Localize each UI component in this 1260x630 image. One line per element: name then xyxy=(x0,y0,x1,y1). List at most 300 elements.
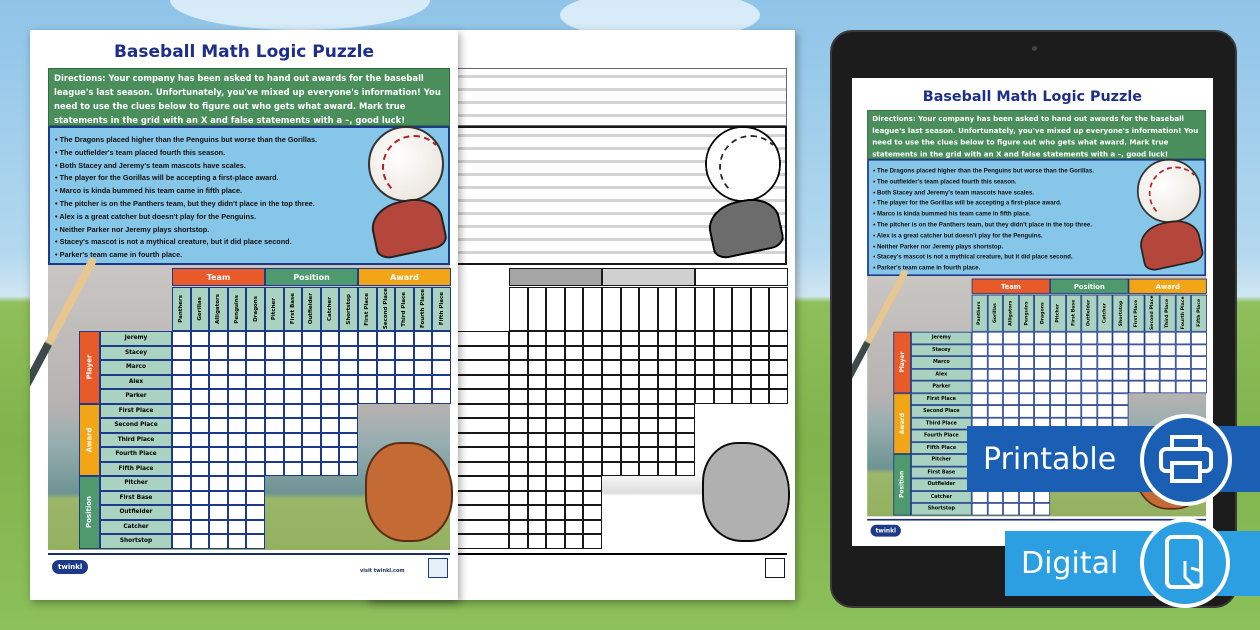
grid-cell[interactable] xyxy=(172,360,191,375)
clue-item: • The pitcher is on the Panthers team, but they didn't place in the top three. xyxy=(873,220,1124,231)
grid-cell xyxy=(676,375,695,390)
grid-cell xyxy=(1034,356,1050,368)
grid-cell[interactable] xyxy=(302,433,321,448)
grid-cell xyxy=(528,375,547,390)
clue-item: • Stacey's mascot is not a mythical creature, but it did place second. xyxy=(55,236,353,249)
grid-cell[interactable] xyxy=(321,360,340,375)
grid-cell[interactable] xyxy=(172,346,191,361)
grid-cell xyxy=(528,404,547,419)
grid-cell xyxy=(602,418,621,433)
grid-cell[interactable] xyxy=(209,360,228,375)
grid-cell[interactable] xyxy=(414,331,433,346)
grid-cell xyxy=(546,476,565,491)
grid-cell xyxy=(639,346,658,361)
grid-cell[interactable] xyxy=(172,375,191,390)
grid-cell[interactable] xyxy=(339,346,358,361)
grid-cell xyxy=(639,447,658,462)
grid-cell[interactable] xyxy=(265,346,284,361)
printer-icon xyxy=(1140,414,1232,506)
grid-cell[interactable] xyxy=(265,433,284,448)
category-header-position-label: Position xyxy=(293,273,330,282)
grid-cell xyxy=(751,375,770,390)
row-header xyxy=(911,356,972,368)
grid-cell[interactable] xyxy=(265,462,284,477)
grid-cell[interactable] xyxy=(191,447,210,462)
grid-cell[interactable] xyxy=(284,375,303,390)
grid-cell[interactable] xyxy=(432,360,451,375)
grid-cell[interactable] xyxy=(302,346,321,361)
grid-cell xyxy=(1050,393,1066,405)
category-header-award-label: Award xyxy=(1155,282,1180,291)
grid-cell[interactable] xyxy=(377,389,396,404)
grid-cell[interactable] xyxy=(302,360,321,375)
grid-cell xyxy=(732,360,751,375)
grid-cell[interactable] xyxy=(209,375,228,390)
grid-cell[interactable] xyxy=(321,462,340,477)
grid-cell[interactable] xyxy=(209,331,228,346)
grid-cell xyxy=(509,505,528,520)
grid-cell xyxy=(972,491,988,503)
grid-cell[interactable] xyxy=(302,389,321,404)
grid-cell xyxy=(1129,368,1145,380)
grid-cell[interactable] xyxy=(172,534,191,549)
grid-cell[interactable] xyxy=(246,389,265,404)
grid-cell xyxy=(583,433,602,448)
grid-cell xyxy=(602,389,621,404)
grid-cell[interactable] xyxy=(191,331,210,346)
grid-cell[interactable] xyxy=(172,331,191,346)
grid-cell[interactable] xyxy=(228,505,247,520)
grid-cell xyxy=(528,534,547,549)
grid-cell[interactable] xyxy=(302,462,321,477)
grid-cell xyxy=(1050,356,1066,368)
clue-item: • Marco is kinda bummed his team came in fifth place. xyxy=(873,209,1124,220)
grid-cell[interactable] xyxy=(302,331,321,346)
grid-cell[interactable] xyxy=(339,462,358,477)
grid-cell[interactable] xyxy=(209,462,228,477)
grid-cell[interactable] xyxy=(284,331,303,346)
column-header-label: Alligators xyxy=(215,294,222,324)
column-header-label: Catcher xyxy=(1102,303,1108,324)
grid-cell[interactable] xyxy=(395,331,414,346)
grid-cell[interactable] xyxy=(209,520,228,535)
grid-cell[interactable] xyxy=(284,404,303,419)
grid-cell[interactable] xyxy=(414,360,433,375)
baseball-glove-icon xyxy=(702,442,790,542)
grid-cell xyxy=(546,375,565,390)
grid-cell[interactable] xyxy=(321,404,340,419)
grid-cell[interactable] xyxy=(265,375,284,390)
grid-cell[interactable] xyxy=(265,418,284,433)
grid-cell xyxy=(676,404,695,419)
grid-cell xyxy=(1050,381,1066,393)
grid-cell xyxy=(1050,405,1066,417)
grid-cell[interactable] xyxy=(246,447,265,462)
row-header xyxy=(911,454,972,466)
row-header xyxy=(911,405,972,417)
grid-cell xyxy=(658,346,677,361)
category-header-team xyxy=(172,268,265,286)
grid-cell[interactable] xyxy=(246,505,265,520)
grid-cell[interactable] xyxy=(191,534,210,549)
grid-cell xyxy=(695,331,714,346)
grid-cell[interactable] xyxy=(228,389,247,404)
digital-label: Digital xyxy=(1021,546,1119,581)
column-header-label: Gorillas xyxy=(196,297,203,321)
grid-cell xyxy=(987,503,1003,515)
row-header xyxy=(100,404,172,419)
column-header xyxy=(1144,295,1160,332)
grid-cell[interactable] xyxy=(321,447,340,462)
grid-cell[interactable] xyxy=(209,346,228,361)
grid-cell[interactable] xyxy=(191,491,210,506)
grid-cell xyxy=(546,346,565,361)
worksheet-title: Baseball Math Logic Puzzle xyxy=(922,88,1143,105)
grid-cell[interactable] xyxy=(209,476,228,491)
grid-cell[interactable] xyxy=(377,346,396,361)
grid-cell xyxy=(676,462,695,477)
clue-item: • Neither Parker nor Jeremy plays shortstop. xyxy=(873,241,1124,252)
grid-cell[interactable] xyxy=(191,404,210,419)
grid-cell xyxy=(1097,381,1113,393)
grid-cell[interactable] xyxy=(284,433,303,448)
grid-cell xyxy=(987,356,1003,368)
grid-cell xyxy=(546,389,565,404)
column-header-label: Third Place xyxy=(1165,298,1171,328)
grid-cell[interactable] xyxy=(228,520,247,535)
grid-cell[interactable] xyxy=(209,404,228,419)
grid-cell[interactable] xyxy=(321,375,340,390)
row-header-label: First Place xyxy=(926,396,956,402)
grid-cell xyxy=(658,418,677,433)
grid-cell xyxy=(528,389,547,404)
grid-cell[interactable] xyxy=(246,534,265,549)
grid-cell xyxy=(1066,405,1082,417)
grid-cell xyxy=(639,375,658,390)
grid-cell[interactable] xyxy=(432,331,451,346)
row-header xyxy=(100,418,172,433)
grid-cell[interactable] xyxy=(228,360,247,375)
grid-cell xyxy=(1113,405,1129,417)
row-category-player xyxy=(893,332,911,393)
grid-cell[interactable] xyxy=(209,534,228,549)
row-header xyxy=(100,447,172,462)
grid-cell[interactable] xyxy=(432,375,451,390)
grid-cell xyxy=(546,534,565,549)
row-header xyxy=(911,368,972,380)
column-header xyxy=(395,287,414,331)
grid-cell xyxy=(565,360,584,375)
grid-cell[interactable] xyxy=(246,404,265,419)
grid-cell[interactable] xyxy=(414,389,433,404)
category-header-award xyxy=(358,268,451,286)
grid-cell[interactable] xyxy=(228,346,247,361)
grid-cell[interactable] xyxy=(265,447,284,462)
grid-cell[interactable] xyxy=(284,447,303,462)
grid-cell[interactable] xyxy=(172,462,191,477)
grid-cell xyxy=(528,433,547,448)
column-header xyxy=(321,287,340,331)
grid-cell[interactable] xyxy=(209,505,228,520)
grid-cell[interactable] xyxy=(172,433,191,448)
grid-cell[interactable] xyxy=(228,447,247,462)
row-header xyxy=(100,331,172,346)
category-header-position xyxy=(265,268,358,286)
grid-cell xyxy=(583,534,602,549)
grid-cell[interactable] xyxy=(172,447,191,462)
grid-cell xyxy=(1097,344,1113,356)
category-header-position-label: Position xyxy=(1073,282,1105,291)
grid-cell xyxy=(1034,381,1050,393)
grid-cell[interactable] xyxy=(191,418,210,433)
grid-cell xyxy=(769,375,788,390)
grid-cell[interactable] xyxy=(172,491,191,506)
grid-cell xyxy=(583,447,602,462)
grid-cell[interactable] xyxy=(302,418,321,433)
grid-cell[interactable] xyxy=(209,418,228,433)
grid-cell[interactable] xyxy=(191,462,210,477)
grid-cell[interactable] xyxy=(209,389,228,404)
grid-cell xyxy=(972,344,988,356)
grid-cell[interactable] xyxy=(172,505,191,520)
column-header-label: Panthers xyxy=(178,295,185,323)
grid-cell[interactable] xyxy=(246,491,265,506)
grid-cell[interactable] xyxy=(172,404,191,419)
grid-cell[interactable] xyxy=(209,433,228,448)
grid-cell[interactable] xyxy=(228,476,247,491)
grid-cell xyxy=(1081,344,1097,356)
grid-cell xyxy=(1081,393,1097,405)
grid-cell xyxy=(583,375,602,390)
grid-cell xyxy=(714,389,733,404)
grid-cell[interactable] xyxy=(191,346,210,361)
grid-cell xyxy=(528,447,547,462)
grid-cell xyxy=(565,404,584,419)
grid-cell xyxy=(1081,381,1097,393)
column-header xyxy=(1113,295,1129,332)
column-header-label: Pitcher xyxy=(1055,303,1061,323)
grid-cell[interactable] xyxy=(302,447,321,462)
grid-cell xyxy=(639,462,658,477)
grid-cell[interactable] xyxy=(228,534,247,549)
row-header-label: Catcher xyxy=(123,523,149,530)
grid-cell[interactable] xyxy=(228,404,247,419)
grid-cell[interactable] xyxy=(432,389,451,404)
grid-cell[interactable] xyxy=(321,389,340,404)
grid-cell[interactable] xyxy=(358,389,377,404)
grid-cell[interactable] xyxy=(191,476,210,491)
grid-cell[interactable] xyxy=(172,520,191,535)
grid-cell[interactable] xyxy=(339,433,358,448)
grid-cell[interactable] xyxy=(358,375,377,390)
grid-cell[interactable] xyxy=(414,346,433,361)
grid-cell[interactable] xyxy=(209,491,228,506)
grid-cell[interactable] xyxy=(265,331,284,346)
grid-cell xyxy=(769,389,788,404)
grid-cell[interactable] xyxy=(414,375,433,390)
grid-cell[interactable] xyxy=(395,360,414,375)
column-header xyxy=(1003,295,1019,332)
row-header xyxy=(100,534,172,549)
grid-cell[interactable] xyxy=(172,476,191,491)
grid-cell[interactable] xyxy=(172,389,191,404)
row-header xyxy=(911,478,972,490)
grid-cell xyxy=(751,331,770,346)
grid-cell[interactable] xyxy=(321,331,340,346)
grid-cell[interactable] xyxy=(172,418,191,433)
grid-cell[interactable] xyxy=(284,462,303,477)
column-header xyxy=(265,287,284,331)
column-header-label: Panthers xyxy=(977,301,983,325)
grid-cell xyxy=(1097,332,1113,344)
grid-cell xyxy=(602,360,621,375)
grid-cell[interactable] xyxy=(246,520,265,535)
grid-cell[interactable] xyxy=(377,360,396,375)
grid-cell[interactable] xyxy=(377,375,396,390)
grid-cell xyxy=(583,462,602,477)
grid-cell[interactable] xyxy=(339,389,358,404)
grid-cell[interactable] xyxy=(321,418,340,433)
grid-cell[interactable] xyxy=(228,418,247,433)
grid-cell[interactable] xyxy=(339,404,358,419)
grid-cell xyxy=(1019,393,1035,405)
grid-cell[interactable] xyxy=(246,476,265,491)
grid-cell[interactable] xyxy=(246,418,265,433)
grid-cell xyxy=(658,360,677,375)
grid-cell[interactable] xyxy=(339,375,358,390)
grid-cell xyxy=(1003,393,1019,405)
grid-cell xyxy=(509,520,528,535)
grid-cell[interactable] xyxy=(265,360,284,375)
column-header xyxy=(732,287,751,331)
grid-cell xyxy=(1019,491,1035,503)
grid-cell xyxy=(676,418,695,433)
column-header-label: First Place xyxy=(1133,299,1139,328)
row-header xyxy=(100,360,172,375)
column-header-label: Pitcher xyxy=(271,297,278,321)
grid-cell xyxy=(1003,356,1019,368)
grid-cell[interactable] xyxy=(284,418,303,433)
row-header xyxy=(100,433,172,448)
grid-cell[interactable] xyxy=(432,346,451,361)
grid-cell xyxy=(658,433,677,448)
grid-cell[interactable] xyxy=(246,346,265,361)
grid-cell xyxy=(1144,381,1160,393)
grid-cell[interactable] xyxy=(228,375,247,390)
grid-cell[interactable] xyxy=(358,331,377,346)
grid-cell xyxy=(528,491,547,506)
grid-cell[interactable] xyxy=(246,375,265,390)
grid-cell[interactable] xyxy=(246,433,265,448)
grid-cell[interactable] xyxy=(377,331,396,346)
color-worksheet xyxy=(30,30,458,600)
grid-cell[interactable] xyxy=(191,433,210,448)
row-header xyxy=(100,491,172,506)
grid-cell[interactable] xyxy=(302,404,321,419)
grid-cell xyxy=(509,447,528,462)
grid-cell[interactable] xyxy=(339,418,358,433)
grid-cell xyxy=(1003,381,1019,393)
row-header-label: Marco xyxy=(932,359,950,365)
grid-cell[interactable] xyxy=(339,447,358,462)
grid-cell[interactable] xyxy=(265,404,284,419)
grid-cell xyxy=(987,381,1003,393)
column-header xyxy=(658,287,677,331)
grid-cell[interactable] xyxy=(191,360,210,375)
grid-cell xyxy=(509,476,528,491)
grid-cell[interactable] xyxy=(358,360,377,375)
grid-cell[interactable] xyxy=(191,520,210,535)
grid-cell[interactable] xyxy=(395,346,414,361)
grid-cell[interactable] xyxy=(246,331,265,346)
grid-cell xyxy=(602,346,621,361)
grid-cell xyxy=(546,433,565,448)
grid-cell[interactable] xyxy=(339,360,358,375)
grid-cell[interactable] xyxy=(191,375,210,390)
grid-cell xyxy=(1113,381,1129,393)
row-header-label: Third Place xyxy=(117,436,155,443)
row-header-label: First Base xyxy=(927,469,956,475)
row-header xyxy=(911,442,972,454)
column-header xyxy=(602,287,621,331)
grid-cell xyxy=(528,476,547,491)
grid-cell xyxy=(546,360,565,375)
grid-cell xyxy=(1019,503,1035,515)
grid-cell xyxy=(1034,332,1050,344)
row-header-label: Second Place xyxy=(923,408,960,414)
grid-cell[interactable] xyxy=(191,505,210,520)
grid-cell[interactable] xyxy=(228,433,247,448)
clue-item: • The outfielder's team placed fourth this season. xyxy=(873,176,1124,187)
grid-cell[interactable] xyxy=(265,389,284,404)
baseball-glove-icon xyxy=(365,442,453,542)
grid-cell xyxy=(602,433,621,448)
grid-cell[interactable] xyxy=(358,346,377,361)
grid-cell[interactable] xyxy=(228,491,247,506)
grid-cell[interactable] xyxy=(339,331,358,346)
grid-cell xyxy=(1113,356,1129,368)
grid-cell xyxy=(1176,368,1192,380)
grid-cell[interactable] xyxy=(228,462,247,477)
grid-cell[interactable] xyxy=(395,375,414,390)
grid-cell xyxy=(1160,344,1176,356)
grid-cell[interactable] xyxy=(302,375,321,390)
category-header-team xyxy=(972,279,1050,294)
grid-cell[interactable] xyxy=(321,346,340,361)
column-header xyxy=(228,287,247,331)
grid-cell[interactable] xyxy=(284,360,303,375)
grid-cell xyxy=(695,389,714,404)
grid-cell[interactable] xyxy=(395,389,414,404)
grid-cell xyxy=(658,404,677,419)
column-header-label: Outfielder xyxy=(308,293,315,325)
grid-cell xyxy=(751,389,770,404)
grid-cell[interactable] xyxy=(284,346,303,361)
grid-cell[interactable] xyxy=(246,462,265,477)
grid-cell xyxy=(1003,405,1019,417)
grid-cell[interactable] xyxy=(246,360,265,375)
grid-cell[interactable] xyxy=(284,389,303,404)
grid-cell[interactable] xyxy=(228,331,247,346)
category-header-team xyxy=(509,268,602,286)
grid-cell xyxy=(565,418,584,433)
column-header xyxy=(528,287,547,331)
grid-cell[interactable] xyxy=(191,389,210,404)
grid-cell xyxy=(1176,356,1192,368)
grid-cell[interactable] xyxy=(209,447,228,462)
grid-cell[interactable] xyxy=(321,433,340,448)
row-header xyxy=(911,417,972,429)
